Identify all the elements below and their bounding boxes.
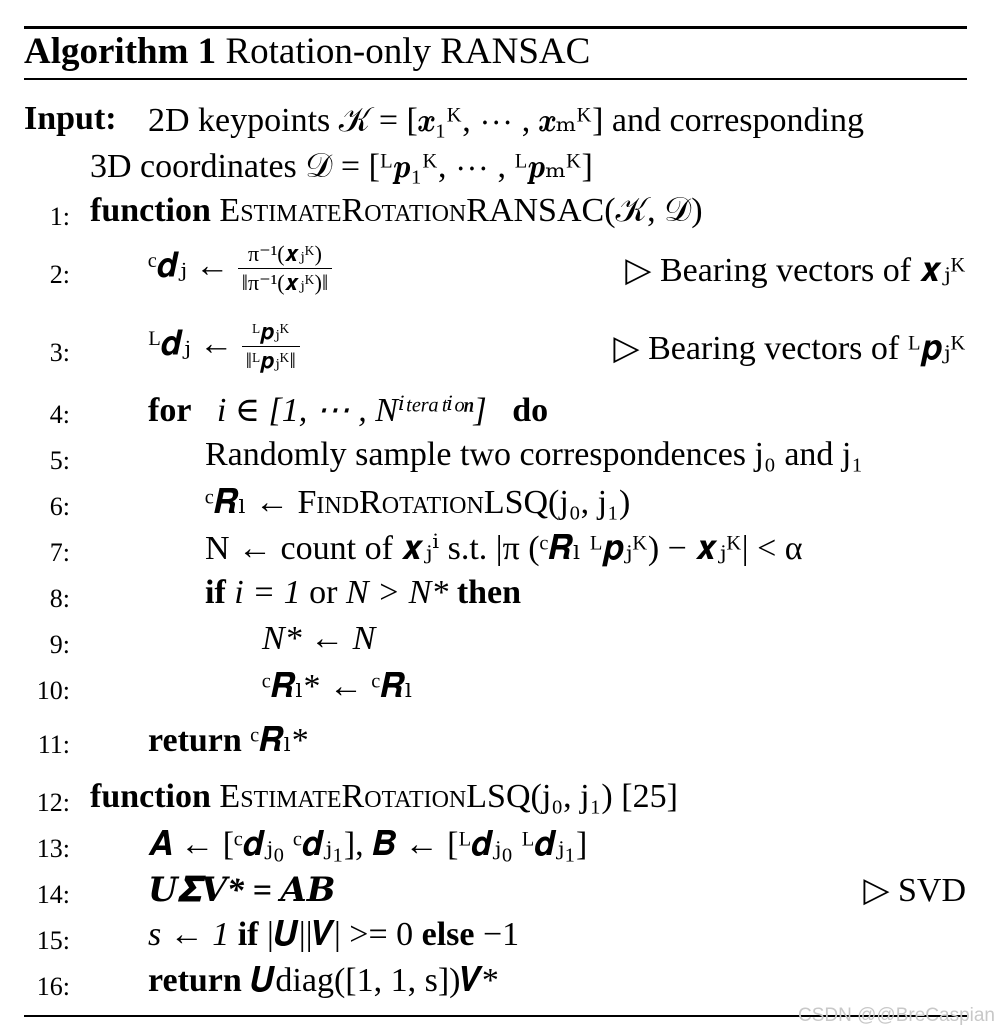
fraction-denominator: ‖ᴸ𝒑ⱼᴷ‖: [245, 348, 296, 373]
algo-line-4: [0, 386, 1003, 432]
statement-text: 𝑼𝚺𝑽* = 𝑨𝑩: [148, 872, 336, 909]
watermark: CSDN @@BreCaspian: [798, 1005, 995, 1026]
keyword-or: or: [309, 574, 338, 611]
line-number: 8:: [49, 584, 70, 613]
condition-a: i = 1: [234, 574, 301, 611]
line-number: 11:: [37, 730, 70, 759]
algo-line-7: [0, 524, 1003, 570]
function-name: EstimateRotation: [219, 778, 467, 815]
statement-text: 𝑨 ← [ᶜ𝒅ⱼ₀ ᶜ𝒅ⱼ₁], 𝑩 ← [ᴸ𝒅ⱼ₀ ᴸ𝒅ⱼ₁]: [148, 826, 588, 863]
algorithm-caption: [24, 30, 590, 74]
keyword-function: function: [90, 192, 211, 229]
algo-line-1: [0, 188, 1003, 234]
keyword-if: if: [205, 574, 226, 611]
assignment-lhs: ᶜ𝑹ₗ ←: [205, 484, 289, 521]
keyword-then: then: [456, 574, 522, 611]
algo-line-12: [0, 774, 1003, 820]
else-value: −1: [483, 916, 520, 953]
fraction: [238, 242, 332, 295]
fraction: [242, 320, 300, 373]
algorithm-label: Algorithm 1: [24, 31, 217, 72]
condition-b: N > N*: [346, 574, 449, 611]
function-args: LSQ(j₀, j₁): [483, 484, 631, 521]
function-args: RANSAC(𝒦, 𝒟): [466, 192, 703, 229]
input-text-2: 3D coordinates 𝒟 = [ᴸ𝒑₁ᴷ, ⋯ , ᴸ𝒑ₘᴷ]: [90, 148, 593, 185]
line-number: 13:: [36, 834, 70, 863]
line-number: 14:: [36, 880, 70, 909]
algo-line-3: [0, 319, 1003, 373]
algo-line-8: [0, 570, 1003, 616]
algo-line-15: [0, 912, 1003, 958]
algo-line-2: [0, 241, 1003, 295]
input-text-1: 2D keypoints 𝒦 = [𝒙₁ᴷ, ⋯ , 𝒙ₘᴷ] and corresponding: [148, 102, 864, 139]
keyword-else: else: [421, 916, 475, 953]
statement-text: Randomly sample two correspondences j₀ and j₁: [205, 436, 864, 473]
fraction-numerator: π⁻¹(𝒙ⱼᴷ): [238, 242, 332, 269]
function-name: FindRotation: [297, 484, 484, 521]
keyword-function: function: [90, 778, 211, 815]
algorithm-title: Rotation-only RANSAC: [225, 31, 591, 72]
line-number: 15:: [36, 926, 70, 955]
assignment-lhs: ᴸ𝒅ⱼ ←: [148, 325, 234, 363]
return-value: 𝑼diag([1, 1, s])𝑽*: [250, 962, 499, 999]
line-number: 9:: [49, 630, 70, 659]
line-number: 12:: [36, 788, 70, 817]
algo-line-10: [0, 662, 1003, 708]
statement-text: N* ← N: [262, 620, 376, 657]
line-number: 16:: [36, 972, 70, 1001]
statement-text: N ← count of 𝒙ⱼⁱ s.t. |π (ᶜ𝑹ₗ ᴸ𝒑ⱼᴷ) − 𝒙ⱼᴷ| < α: [205, 530, 803, 567]
keyword-if: if: [237, 916, 259, 953]
comment: ▷ Bearing vectors of ᴸ𝒑ⱼᴷ: [613, 330, 966, 367]
algo-line-16: [0, 958, 1003, 1004]
line-number: 7:: [49, 538, 70, 567]
function-args: LSQ(j₀, j₁) [25]: [466, 778, 678, 815]
return-value: ᶜ𝑹ₗ*: [250, 722, 309, 759]
input-line-1: [0, 96, 1003, 142]
algo-line-14: [0, 866, 1003, 912]
assign-expr: s ← 1: [148, 916, 230, 953]
input-label: Input:: [24, 100, 117, 137]
algo-line-5: [0, 432, 1003, 478]
keyword-return: return: [148, 962, 242, 999]
fraction-denominator: ‖π⁻¹(𝒙ⱼᴷ)‖: [241, 270, 329, 295]
line-number: 5:: [49, 446, 70, 475]
loop-range: i ∈ [1, ⋯ , Nⁱᵗᵉʳᵃᵗⁱᵒⁿ]: [216, 392, 487, 429]
algo-line-11: [0, 716, 1003, 762]
line-number: 6:: [49, 492, 70, 521]
line-number: 10:: [36, 676, 70, 705]
comment: ▷ Bearing vectors of 𝒙ⱼᴷ: [625, 252, 966, 289]
keyword-return: return: [148, 722, 242, 759]
algo-line-9: [0, 616, 1003, 662]
statement-text: ᶜ𝑹ₗ* ← ᶜ𝑹ₗ: [262, 668, 413, 705]
line-number: 3:: [49, 338, 70, 367]
algo-line-6: [0, 478, 1003, 524]
algo-line-13: [0, 820, 1003, 866]
keyword-do: do: [512, 392, 549, 429]
line-number: 2:: [49, 260, 70, 289]
fraction-numerator: ᴸ𝒑ⱼᴷ: [242, 320, 300, 347]
line-number: 4:: [49, 400, 70, 429]
keyword-for: for: [148, 392, 192, 429]
assignment-lhs: ᶜ𝒅ⱼ ←: [148, 247, 230, 285]
comment: ▷ SVD: [863, 872, 966, 909]
line-number: 1:: [49, 202, 70, 231]
condition: |𝑼||𝑽| >= 0: [267, 916, 414, 953]
input-line-2: [0, 142, 1003, 188]
top-rule: [24, 26, 967, 29]
caption-rule: [24, 78, 967, 80]
function-name: EstimateRotation: [219, 192, 467, 229]
